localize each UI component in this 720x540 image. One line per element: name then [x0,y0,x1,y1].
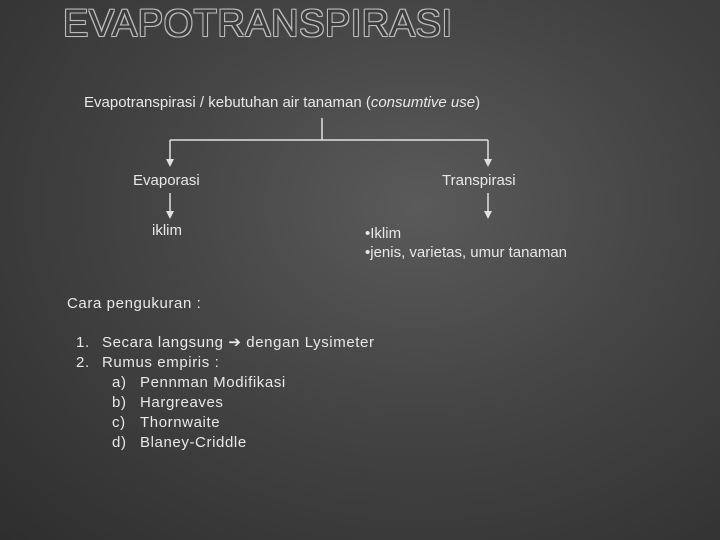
sub-list-item [76,433,375,453]
list-text: Rumus empiris : [102,354,220,371]
list-item [76,353,375,373]
list-text: dengan Lysimeter [241,334,375,351]
list-item [76,333,375,353]
list-text: Secara langsung [102,334,229,351]
sub-list-letter: a) [112,374,127,391]
factor-bullet: •jenis, varietas, umur tanaman [365,244,568,261]
list-number: 2. [76,354,90,371]
right-arrow-icon: ➔ [228,334,242,351]
sub-list-letter: c) [112,414,126,431]
sub-list-text: Hargreaves [140,394,224,411]
root-text-italic: consumtive use [370,94,476,111]
sub-list-item [76,373,375,393]
measurement-heading: Cara pengukuran : [67,295,202,312]
factor-bullet: •Iklim [365,225,402,242]
slide-title: EVAPOTRANSPIRASI [63,3,453,45]
measurement-list [76,333,375,453]
sub-list-letter: b) [112,394,127,411]
transpirasi-factors [365,224,567,262]
sub-list-text: Blaney-Criddle [140,434,247,451]
sub-list-text: Pennman Modifikasi [140,374,286,391]
transpirasi-label: Transpirasi [442,172,516,189]
evaporasi-factor-iklim: iklim [152,222,182,239]
sub-list-item [76,413,375,433]
list-number: 1. [76,334,90,351]
sub-list-text: Thornwaite [140,414,221,431]
sub-list-item [76,393,375,413]
root-text-prefix: Evapotranspirasi / kebutuhan air tanaman ( [84,94,371,111]
evaporasi-label: Evaporasi [133,172,200,189]
root-text-suffix: ) [475,94,481,111]
sub-list-letter: d) [112,434,127,451]
